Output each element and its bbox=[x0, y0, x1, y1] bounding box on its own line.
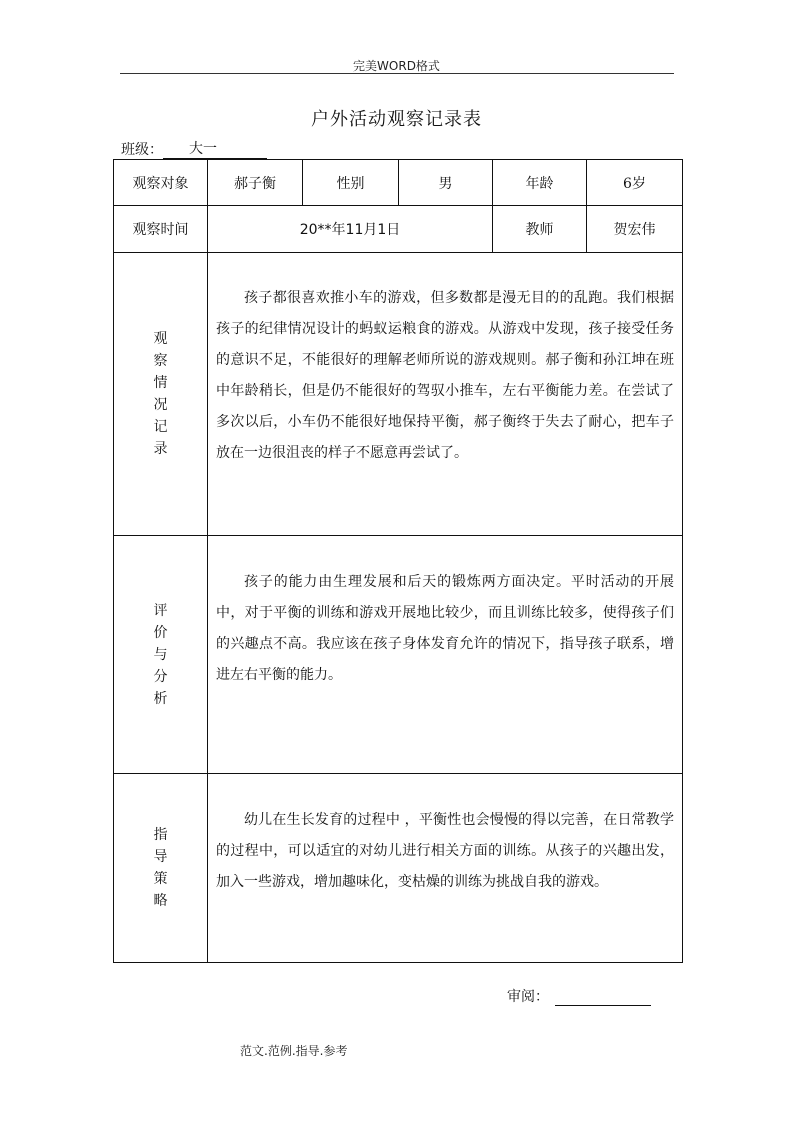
class-label: 班级： bbox=[121, 142, 163, 158]
header-divider bbox=[120, 73, 674, 74]
review-label: 审阅： bbox=[507, 989, 549, 1005]
class-value: 大一 bbox=[163, 141, 267, 159]
observe-target-label: 观察对象 bbox=[114, 160, 208, 206]
teacher-value: 贺宏伟 bbox=[587, 206, 683, 253]
teacher-label: 教师 bbox=[493, 206, 587, 253]
page-title: 户外活动观察记录表 bbox=[311, 109, 482, 130]
page-header: 完美WORD格式 bbox=[353, 59, 440, 73]
age-label: 年龄 bbox=[493, 160, 587, 206]
analysis-label: 评 价 与 分 析 bbox=[114, 536, 208, 774]
gender-value: 男 bbox=[399, 160, 493, 206]
table-row bbox=[114, 206, 683, 253]
table-row bbox=[114, 160, 683, 206]
class-row bbox=[121, 139, 267, 159]
review-row bbox=[507, 986, 651, 1006]
observation-text: 孩子都很喜欢推小车的游戏，但多数都是漫无目的的乱跑。我们根据孩子的纪律情况设计的蚂蚁运粮食的游戏。从游戏中发现，孩子接受任务的意识不足，不能很好的理解老师所说的游戏规则。郝子衡和孙江坤在班中年龄稍长，但是仍不能很好的驾驭小推车，左右平衡能力差。在尝试了多次以后，小车仍不能很好地保持平衡，郝子衡终于失去了耐心，把车子放在一边很沮丧的样子不愿意再尝试了。 bbox=[216, 290, 674, 461]
review-signature-line bbox=[555, 989, 651, 1006]
gender-label: 性别 bbox=[303, 160, 399, 206]
guidance-content bbox=[208, 774, 683, 963]
observe-time-label: 观察时间 bbox=[114, 206, 208, 253]
guidance-text: 幼儿在生长发育的过程中 ，平衡性也会慢慢的得以完善，在日常教学的过程中，可以适宜的对幼儿进行相关方面的训练。从孩子的兴趣出发，加入一些游戏，增加趣味化，变枯燥的训练为挑战自我的游戏。 bbox=[216, 812, 674, 890]
table-row bbox=[114, 253, 683, 536]
observe-time-value: 20**年11月1日 bbox=[208, 206, 493, 253]
analysis-text: 孩子的能力由生理发展和后天的锻炼两方面决定。平时活动的开展中，对于平衡的训练和游戏开展地比较少，而且训练比较多，使得孩子们的兴趣点不高。我应该在孩子身体发育允许的情况下，指导孩子联系，增进左右平衡的能力。 bbox=[216, 574, 674, 683]
page-footer: 范文.范例.指导.参考 bbox=[240, 1044, 348, 1058]
table-row bbox=[114, 536, 683, 774]
age-value: 6岁 bbox=[587, 160, 683, 206]
guidance-label: 指 导 策 略 bbox=[114, 774, 208, 963]
analysis-content bbox=[208, 536, 683, 774]
observation-content bbox=[208, 253, 683, 536]
observation-label: 观 察 情 况 记 录 bbox=[114, 253, 208, 536]
observation-table bbox=[113, 159, 683, 963]
table-row bbox=[114, 774, 683, 963]
child-name: 郝子衡 bbox=[208, 160, 303, 206]
